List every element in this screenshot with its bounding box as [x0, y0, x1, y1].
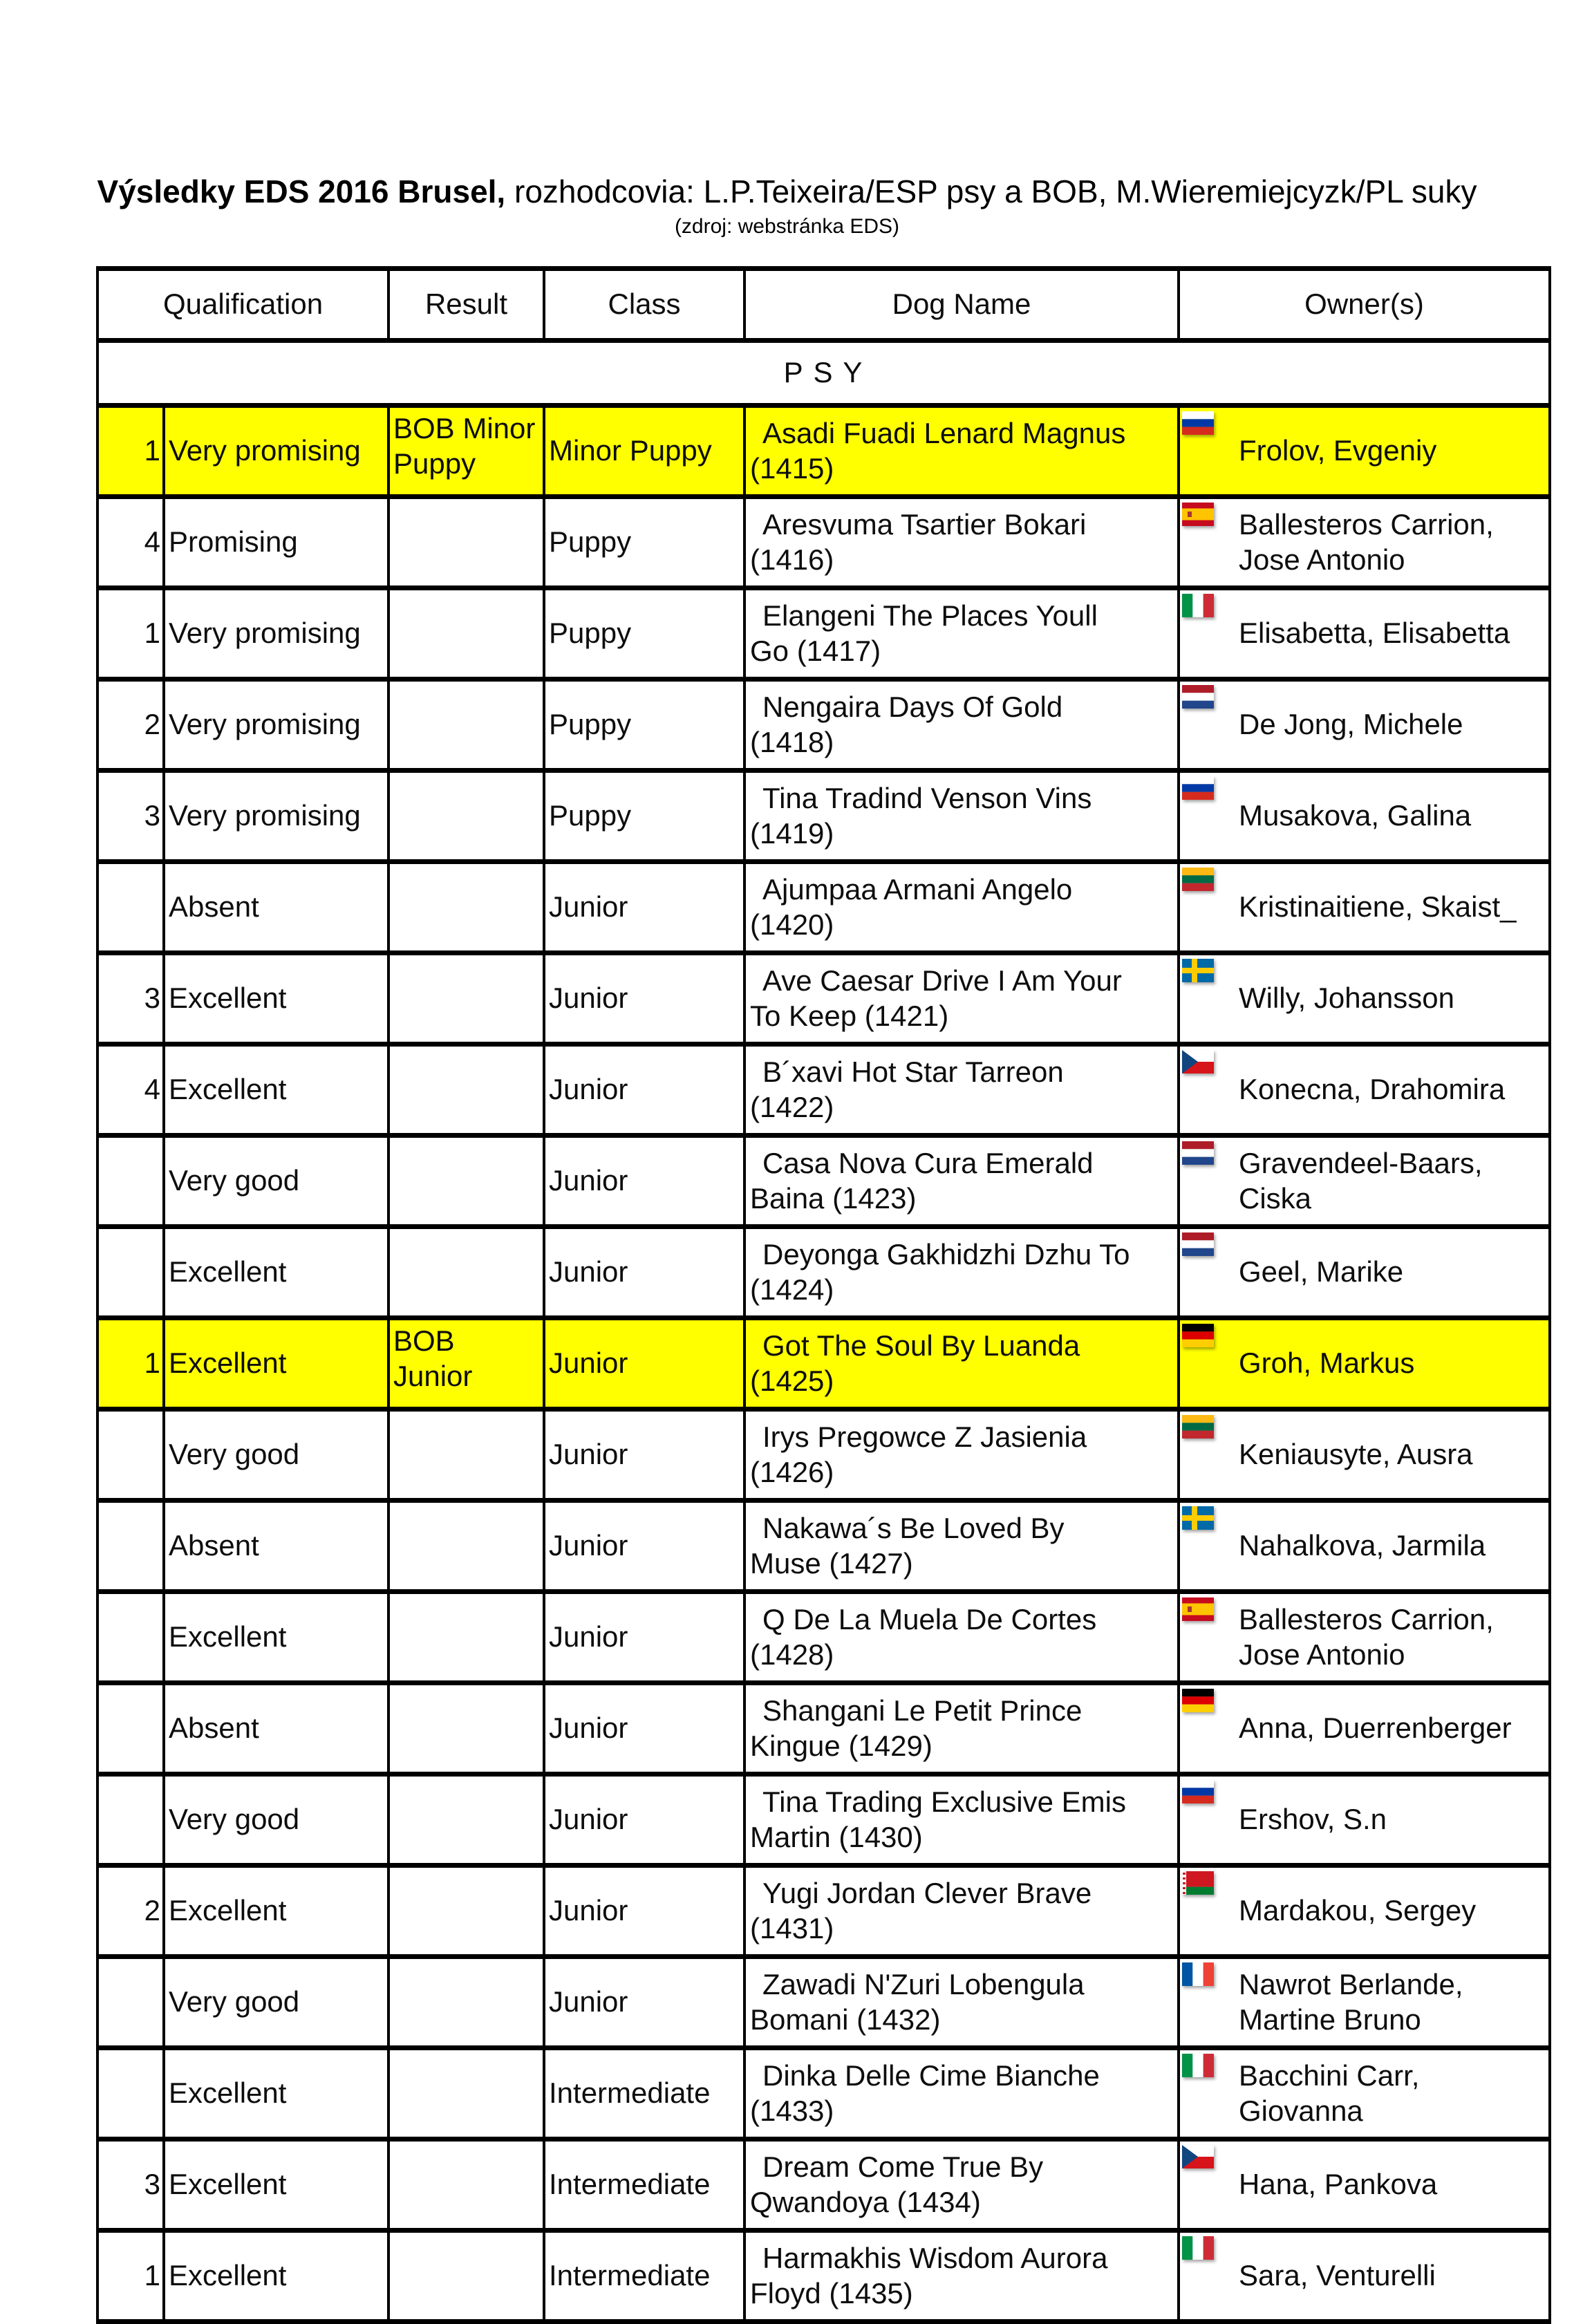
place-cell	[97, 1409, 164, 1500]
owner-name: Hana, Pankova	[1239, 2168, 1438, 2201]
page-subtitle: (zdroj: webstránka EDS)	[674, 214, 900, 238]
class-cell: Junior	[544, 1409, 744, 1500]
italy-flag-icon	[1182, 2054, 1214, 2077]
place-cell	[97, 861, 164, 953]
netherlands-flag-icon	[1182, 685, 1214, 709]
place-cell	[97, 2047, 164, 2139]
class-cell: Junior	[544, 1226, 744, 1318]
class-cell: Junior	[544, 1500, 744, 1591]
dog-name-cell: B´xavi Hot Star Tarreon (1422)	[744, 1044, 1179, 1135]
table-row	[97, 861, 1550, 953]
dog-name-cell: Nengaira Days Of Gold (1418)	[744, 679, 1179, 770]
qualification-cell: Very good	[164, 1774, 388, 1865]
dog-name-cell: Dream Come True By Qwandoya (1434)	[744, 2139, 1179, 2230]
class-cell: Junior	[544, 1774, 744, 1865]
czech-flag-icon	[1182, 2145, 1214, 2168]
dog-name-cell: Aresvuma Tsartier Bokari (1416)	[744, 496, 1179, 588]
owner-cell	[1179, 496, 1550, 588]
header-class: Class	[544, 268, 744, 340]
owner-cell	[1179, 588, 1550, 679]
place-cell	[97, 1135, 164, 1226]
qualification-cell: Very promising	[164, 405, 388, 496]
table-row	[97, 405, 1550, 496]
owner-name: Geel, Marike	[1239, 1255, 1404, 1288]
owner-cell	[1179, 1956, 1550, 2047]
place-cell: 1	[97, 588, 164, 679]
place-cell	[97, 1956, 164, 2047]
dog-name-cell: Casa Nova Cura Emerald Baina (1423)	[744, 1135, 1179, 1226]
section-row	[97, 340, 1550, 405]
class-cell: Puppy	[544, 679, 744, 770]
class-cell: Puppy	[544, 496, 744, 588]
header-result: Result	[388, 268, 544, 340]
result-cell	[388, 1683, 544, 1774]
class-cell: Minor Puppy	[544, 405, 744, 496]
place-cell	[97, 1683, 164, 1774]
page-title	[0, 0, 1574, 209]
qualification-cell: Absent	[164, 1500, 388, 1591]
result-cell	[388, 1226, 544, 1318]
table-row	[97, 679, 1550, 770]
owner-name: Bacchini Carr, Giovanna	[1239, 2059, 1420, 2128]
result-cell	[388, 953, 544, 1044]
dog-name-cell: Shangani Le Petit Prince Kingue (1429)	[744, 1683, 1179, 1774]
header-owners: Owner(s)	[1179, 268, 1550, 340]
class-cell: Intermediate	[544, 2047, 744, 2139]
table-row	[97, 1591, 1550, 1683]
page-title-regular: rozhodcovia: L.P.Teixeira/ESP psy a BOB, M.Wieremiejcyzk/PL suky	[505, 174, 1477, 209]
place-cell: 1	[97, 2230, 164, 2321]
owner-name: Ershov, S.n	[1239, 1803, 1387, 1836]
class-cell: Puppy	[544, 588, 744, 679]
result-cell	[388, 770, 544, 861]
place-cell: 1	[97, 405, 164, 496]
table-row	[97, 1865, 1550, 1956]
owner-name: Gravendeel-Baars, Ciska	[1239, 1146, 1483, 1215]
owner-cell	[1179, 1044, 1550, 1135]
dog-name-cell: Q De La Muela De Cortes (1428)	[744, 1591, 1179, 1683]
qualification-cell: Excellent	[164, 953, 388, 1044]
qualification-cell: Absent	[164, 861, 388, 953]
qualification-cell: Excellent	[164, 1591, 388, 1683]
russia-flag-icon	[1182, 411, 1214, 435]
dog-name-cell: Yugi Jordan Clever Brave (1431)	[744, 1865, 1179, 1956]
page-title-bold: Výsledky EDS 2016 Brusel,	[97, 174, 506, 209]
result-cell	[388, 1135, 544, 1226]
lithuania-flag-icon	[1182, 868, 1214, 891]
dog-name-cell: Ave Caesar Drive I Am Your To Keep (1421)	[744, 953, 1179, 1044]
czech-flag-icon	[1182, 1050, 1214, 1074]
owner-cell	[1179, 1774, 1550, 1865]
qualification-cell: Excellent	[164, 2047, 388, 2139]
sweden-flag-icon	[1182, 1506, 1214, 1530]
owner-cell	[1179, 1500, 1550, 1591]
place-cell	[97, 1774, 164, 1865]
italy-flag-icon	[1182, 2236, 1214, 2260]
result-cell	[388, 861, 544, 953]
class-cell: Junior	[544, 1956, 744, 2047]
owner-cell	[1179, 1865, 1550, 1956]
qualification-cell: Very good	[164, 1135, 388, 1226]
owner-name: Musakova, Galina	[1239, 799, 1472, 832]
table-row	[97, 496, 1550, 588]
result-cell	[388, 1409, 544, 1500]
place-cell	[97, 1500, 164, 1591]
owner-name: Mardakou, Sergey	[1239, 1894, 1477, 1927]
qualification-cell: Excellent	[164, 1318, 388, 1409]
dog-name-cell: Elangeni The Places Youll Go (1417)	[744, 588, 1179, 679]
result-cell	[388, 1774, 544, 1865]
owner-name: Willy, Johansson	[1239, 982, 1455, 1015]
table-row	[97, 2139, 1550, 2230]
owner-cell	[1179, 953, 1550, 1044]
result-cell	[388, 496, 544, 588]
owner-name: Keniausyte, Ausra	[1239, 1438, 1473, 1471]
dog-name-cell: Dinka Delle Cime Bianche (1433)	[744, 2047, 1179, 2139]
result-cell	[388, 1865, 544, 1956]
header-qualification: Qualification	[97, 268, 388, 340]
owner-cell	[1179, 1591, 1550, 1683]
result-cell	[388, 1044, 544, 1135]
qualification-cell: Very promising	[164, 588, 388, 679]
owner-cell	[1179, 1318, 1550, 1409]
result-cell	[388, 2047, 544, 2139]
owner-cell	[1179, 770, 1550, 861]
result-cell: BOB Minor Puppy	[388, 405, 544, 496]
france-flag-icon	[1182, 1962, 1214, 1986]
place-cell: 3	[97, 2139, 164, 2230]
owner-name: Kristinaitiene, Skaist_	[1239, 890, 1517, 924]
netherlands-flag-icon	[1182, 1141, 1214, 1165]
owner-cell	[1179, 2139, 1550, 2230]
place-cell: 3	[97, 953, 164, 1044]
owner-name: Elisabetta, Elisabetta	[1239, 617, 1510, 650]
table-row	[97, 1956, 1550, 2047]
sweden-flag-icon	[1182, 959, 1214, 982]
owner-cell	[1179, 405, 1550, 496]
place-cell	[97, 1226, 164, 1318]
dog-name-cell: Irys Pregowce Z Jasienia (1426)	[744, 1409, 1179, 1500]
table-row	[97, 2047, 1550, 2139]
owner-cell	[1179, 861, 1550, 953]
owner-cell	[1179, 2047, 1550, 2139]
germany-flag-icon	[1182, 1324, 1214, 1347]
class-cell: Junior	[544, 1683, 744, 1774]
result-cell	[388, 1591, 544, 1683]
owner-name: Ballesteros Carrion, Jose Antonio	[1239, 1602, 1494, 1671]
result-cell	[388, 679, 544, 770]
owner-name: Nawrot Berlande, Martine Bruno	[1239, 1967, 1463, 2036]
owner-name: Groh, Markus	[1239, 1347, 1415, 1380]
owner-name: Ballesteros Carrion, Jose Antonio	[1239, 507, 1494, 577]
owner-name: Konecna, Drahomira	[1239, 1073, 1506, 1106]
class-cell: Junior	[544, 861, 744, 953]
owner-cell	[1179, 1226, 1550, 1318]
place-cell: 4	[97, 496, 164, 588]
result-cell: BOB Junior	[388, 1318, 544, 1409]
table-row	[97, 1318, 1550, 1409]
russia-flag-icon	[1182, 776, 1214, 800]
place-cell: 2	[97, 1865, 164, 1956]
class-cell: Intermediate	[544, 2230, 744, 2321]
place-cell: 4	[97, 1044, 164, 1135]
owner-cell	[1179, 2230, 1550, 2321]
qualification-cell: Excellent	[164, 1226, 388, 1318]
class-cell: Junior	[544, 1865, 744, 1956]
owner-name: De Jong, Michele	[1239, 708, 1463, 741]
lithuania-flag-icon	[1182, 1415, 1214, 1439]
result-cell	[388, 2139, 544, 2230]
table-row	[97, 1226, 1550, 1318]
table-row	[97, 1135, 1550, 1226]
dog-name-cell: Asadi Fuadi Lenard Magnus (1415)	[744, 405, 1179, 496]
italy-flag-icon	[1182, 594, 1214, 617]
russia-flag-icon	[1182, 1780, 1214, 1803]
dog-name-cell: Got The Soul By Luanda (1425)	[744, 1318, 1179, 1409]
place-cell	[97, 1591, 164, 1683]
owner-name: Sara, Venturelli	[1239, 2259, 1436, 2292]
qualification-cell: Very good	[164, 1956, 388, 2047]
place-cell: 3	[97, 770, 164, 861]
result-cell	[388, 1500, 544, 1591]
dog-name-cell: Harmakhis Wisdom Aurora Floyd (1435)	[744, 2230, 1179, 2321]
qualification-cell: Excellent	[164, 1044, 388, 1135]
owner-cell	[1179, 1409, 1550, 1500]
class-cell: Junior	[544, 1135, 744, 1226]
qualification-cell: Very promising	[164, 679, 388, 770]
owner-name: Anna, Duerrenberger	[1239, 1712, 1512, 1745]
netherlands-flag-icon	[1182, 1233, 1214, 1256]
dog-name-cell: Ajumpaa Armani Angelo (1420)	[744, 861, 1179, 953]
qualification-cell: Very promising	[164, 770, 388, 861]
qualification-cell: Very good	[164, 1409, 388, 1500]
qualification-cell: Excellent	[164, 2230, 388, 2321]
table-row	[97, 1409, 1550, 1500]
place-cell: 2	[97, 679, 164, 770]
result-cell	[388, 2230, 544, 2321]
class-cell: Junior	[544, 1044, 744, 1135]
owner-name: Nahalkova, Jarmila	[1239, 1529, 1486, 1562]
class-cell: Junior	[544, 1591, 744, 1683]
qualification-cell: Excellent	[164, 1865, 388, 1956]
class-cell: Junior	[544, 1318, 744, 1409]
class-cell: Junior	[544, 953, 744, 1044]
table-row	[97, 2230, 1550, 2321]
table-row	[97, 1683, 1550, 1774]
owner-cell	[1179, 679, 1550, 770]
owner-name: Frolov, Evgeniy	[1239, 434, 1437, 467]
spain-flag-icon	[1182, 503, 1214, 526]
owner-cell	[1179, 1683, 1550, 1774]
table-row	[97, 770, 1550, 861]
result-cell	[388, 588, 544, 679]
section-label-psy: P S Y	[97, 340, 1550, 405]
table-row	[97, 588, 1550, 679]
qualification-cell: Promising	[164, 496, 388, 588]
dog-name-cell: Nakawa´s Be Loved By Muse (1427)	[744, 1500, 1179, 1591]
results-table	[96, 266, 1551, 2324]
table-row	[97, 953, 1550, 1044]
dog-name-cell: Tina Trading Exclusive Emis Martin (1430)	[744, 1774, 1179, 1865]
table-row	[97, 1044, 1550, 1135]
class-cell: Puppy	[544, 770, 744, 861]
qualification-cell: Excellent	[164, 2139, 388, 2230]
dog-name-cell: Zawadi N'Zuri Lobengula Bomani (1432)	[744, 1956, 1179, 2047]
header-dog-name: Dog Name	[744, 268, 1179, 340]
header-row	[97, 268, 1550, 340]
belarus-flag-icon	[1182, 1871, 1214, 1895]
qualification-cell: Absent	[164, 1683, 388, 1774]
class-cell: Intermediate	[544, 2139, 744, 2230]
germany-flag-icon	[1182, 1689, 1214, 1712]
dog-name-cell: Deyonga Gakhidzhi Dzhu To (1424)	[744, 1226, 1179, 1318]
dog-name-cell: Tina Tradind Venson Vins (1419)	[744, 770, 1179, 861]
owner-cell	[1179, 1135, 1550, 1226]
spain-flag-icon	[1182, 1597, 1214, 1621]
result-cell	[388, 1956, 544, 2047]
table-row	[97, 1500, 1550, 1591]
place-cell: 1	[97, 1318, 164, 1409]
table-row	[97, 1774, 1550, 1865]
